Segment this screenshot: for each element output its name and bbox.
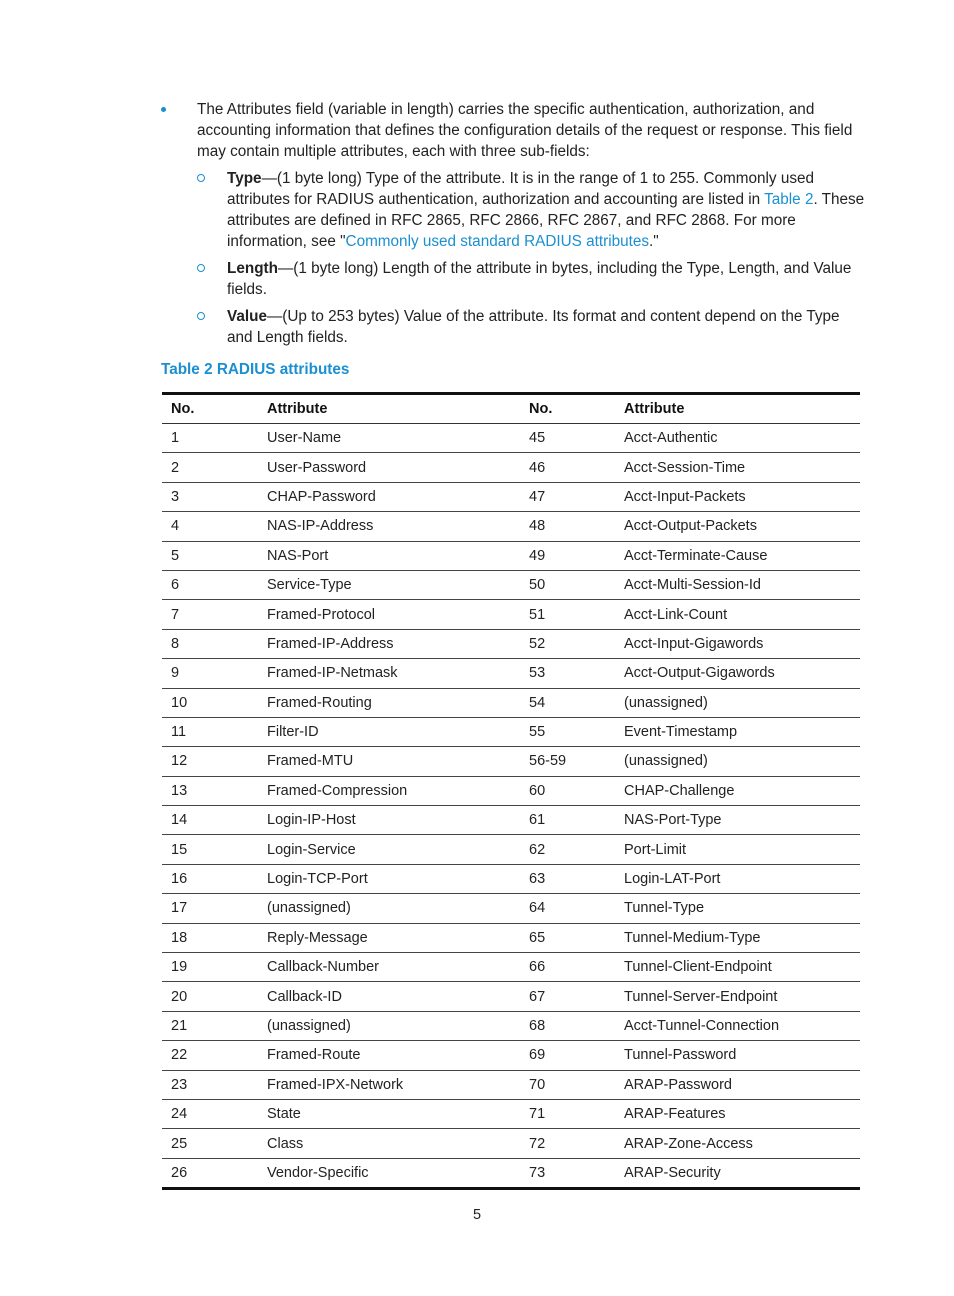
cell-attribute: Framed-Compression — [258, 776, 520, 805]
table-row — [162, 453, 860, 482]
table-header-row — [162, 394, 860, 424]
table-row — [162, 570, 860, 599]
link-table-2[interactable]: Table 2 — [764, 191, 814, 208]
cell-no: 1 — [162, 424, 258, 453]
cell-attribute-2: Event-Timestamp — [615, 717, 860, 746]
cell-attribute: Vendor-Specific — [267, 1164, 369, 1181]
cell-attribute-2: Acct-Link-Count — [615, 600, 860, 629]
header-attribute-2: Attribute — [615, 394, 860, 424]
cell-no: 11 — [162, 717, 258, 746]
table-row — [162, 776, 860, 805]
cell-no: 7 — [162, 600, 258, 629]
cell-no: 20 — [162, 982, 258, 1011]
circle-bullet-icon — [197, 264, 205, 272]
cell-attribute-2: Acct-Output-Gigawords — [615, 659, 860, 688]
table-row — [162, 629, 860, 658]
table-row — [162, 1070, 860, 1099]
cell-attribute-2: CHAP-Challenge — [615, 776, 860, 805]
cell-attribute-2: Port-Limit — [615, 835, 860, 864]
cell-no: 8 — [162, 629, 258, 658]
table-row — [162, 894, 860, 923]
cell-no-2: 55 — [520, 717, 615, 746]
cell-no-2: 61 — [520, 806, 615, 835]
table-row — [162, 541, 860, 570]
term-length: Length — [227, 260, 278, 277]
bullet-text: The Attributes field (variable in length) carries the specific authentication, authorization, and accounting information that defines the configuration details of the request or response. This field may contain multiple attributes, each with three sub-fields: — [197, 101, 853, 160]
cell-attribute-2: ARAP-Features — [615, 1099, 860, 1128]
cell-no-2: 70 — [520, 1070, 615, 1099]
table-row — [162, 923, 860, 952]
cell-attribute: Framed-IP-Address — [258, 629, 520, 658]
cell-attribute-2: (unassigned) — [615, 747, 860, 776]
cell-no: 24 — [162, 1099, 258, 1128]
table-row — [162, 864, 860, 893]
cell-no-2: 52 — [520, 629, 615, 658]
table-caption: Table 2 RADIUS attributes — [161, 361, 350, 378]
cell-attribute-2: Acct-Input-Packets — [615, 482, 860, 511]
cell-attribute-2: Tunnel-Server-Endpoint — [615, 982, 860, 1011]
cell-attribute: NAS-IP-Address — [258, 512, 520, 541]
cell-attribute: Service-Type — [258, 570, 520, 599]
cell-no: 16 — [162, 864, 258, 893]
cell-no: 23 — [162, 1070, 258, 1099]
table-row — [162, 482, 860, 511]
cell-no-2: 51 — [520, 600, 615, 629]
table-row — [162, 717, 860, 746]
cell-no: 12 — [162, 747, 258, 776]
link-common-attributes[interactable]: Commonly used standard RADIUS attributes — [345, 233, 650, 250]
cell-attribute-2: ARAP-Zone-Access — [615, 1129, 860, 1158]
table-body — [162, 424, 860, 1189]
cell-attribute-2: Tunnel-Type — [615, 894, 860, 923]
cell-no: 2 — [162, 453, 258, 482]
cell-no-2: 49 — [520, 541, 615, 570]
table-row — [162, 982, 860, 1011]
cell-attribute: (unassigned) — [258, 894, 520, 923]
cell-no-2: 53 — [520, 659, 615, 688]
cell-attribute-2: Acct-Output-Packets — [615, 512, 860, 541]
length-text: —(1 byte long) Length of the attribute in bytes, including the Type, Length, and Value fields. — [227, 260, 852, 298]
cell-attribute: Filter-ID — [258, 717, 520, 746]
table-row — [162, 512, 860, 541]
value-text: —(Up to 253 bytes) Value of the attribute. Its format and content depend on the Type and Length fields. — [227, 308, 840, 346]
cell-no-2: 68 — [520, 1011, 615, 1040]
cell-attribute-2: ARAP-Password — [615, 1070, 860, 1099]
cell-no: 15 — [162, 835, 258, 864]
cell-no: 6 — [162, 570, 258, 599]
cell-attribute: Login-TCP-Port — [258, 864, 520, 893]
cell-attribute: User-Password — [258, 453, 520, 482]
bullet-dot-icon — [161, 107, 166, 112]
cell-attribute: State — [258, 1099, 520, 1128]
cell-no: 4 — [162, 512, 258, 541]
table-row — [162, 1099, 860, 1128]
header-no: No. — [162, 394, 258, 424]
cell-attribute: Framed-IPX-Network — [258, 1070, 520, 1099]
cell-no: 22 — [162, 1041, 258, 1070]
cell-no-2: 73 — [529, 1164, 546, 1181]
table-row — [162, 424, 860, 453]
cell-no-2: 60 — [520, 776, 615, 805]
cell-attribute: Framed-Routing — [258, 688, 520, 717]
cell-attribute: Callback-Number — [258, 953, 520, 982]
cell-attribute: User-Name — [258, 424, 520, 453]
table-row — [162, 659, 860, 688]
cell-attribute-2: ARAP-Security — [624, 1164, 721, 1181]
table-row — [162, 1158, 860, 1188]
cell-attribute-2: Acct-Authentic — [615, 424, 860, 453]
table-row — [162, 747, 860, 776]
cell-attribute: Callback-ID — [258, 982, 520, 1011]
cell-no-2: 56-59 — [520, 747, 615, 776]
cell-attribute: Class — [258, 1129, 520, 1158]
cell-no: 18 — [162, 923, 258, 952]
cell-no-2: 66 — [520, 953, 615, 982]
cell-no-2: 67 — [520, 982, 615, 1011]
table-row — [162, 1041, 860, 1070]
cell-no-2: 72 — [520, 1129, 615, 1158]
cell-no: 19 — [162, 953, 258, 982]
table-row — [162, 953, 860, 982]
cell-no: 13 — [162, 776, 258, 805]
cell-attribute: Framed-Protocol — [258, 600, 520, 629]
bullet-list — [161, 99, 866, 354]
cell-attribute-2: Login-LAT-Port — [615, 864, 860, 893]
cell-attribute-2: NAS-Port-Type — [615, 806, 860, 835]
cell-no: 10 — [162, 688, 258, 717]
cell-no-2: 62 — [520, 835, 615, 864]
cell-attribute: Framed-Route — [258, 1041, 520, 1070]
term-type: Type — [227, 170, 262, 187]
cell-attribute: NAS-Port — [258, 541, 520, 570]
table-row — [162, 806, 860, 835]
header-no-2: No. — [520, 394, 615, 424]
circle-bullet-icon — [197, 312, 205, 320]
cell-attribute: Reply-Message — [258, 923, 520, 952]
cell-no-2: 71 — [520, 1099, 615, 1128]
cell-no-2: 46 — [520, 453, 615, 482]
cell-attribute-2: Acct-Session-Time — [615, 453, 860, 482]
cell-no: 26 — [171, 1164, 188, 1181]
cell-attribute-2: Acct-Multi-Session-Id — [615, 570, 860, 599]
cell-no-2: 50 — [520, 570, 615, 599]
bullet-item-attributes — [161, 99, 866, 348]
cell-no-2: 69 — [520, 1041, 615, 1070]
cell-attribute-2: (unassigned) — [615, 688, 860, 717]
cell-no: 25 — [162, 1129, 258, 1158]
cell-no-2: 54 — [520, 688, 615, 717]
term-value: Value — [227, 308, 267, 325]
cell-no-2: 47 — [520, 482, 615, 511]
circle-bullet-icon — [197, 174, 205, 182]
type-text-a: —(1 byte long) Type of the attribute. It is in the range of 1 to 255. Commonly used attributes for RADIUS authentication, authorization and accounting are listed in — [227, 170, 814, 208]
cell-attribute-2: Acct-Terminate-Cause — [615, 541, 860, 570]
cell-no-2: 63 — [520, 864, 615, 893]
table-row — [162, 1129, 860, 1158]
cell-no: 5 — [162, 541, 258, 570]
radius-attributes-table — [162, 392, 860, 1190]
sub-item-length — [197, 258, 866, 300]
cell-no-2: 64 — [520, 894, 615, 923]
cell-no: 17 — [162, 894, 258, 923]
cell-attribute: Framed-MTU — [258, 747, 520, 776]
cell-no: 14 — [162, 806, 258, 835]
sub-field-list — [197, 168, 866, 348]
table-row — [162, 1011, 860, 1040]
cell-attribute: Framed-IP-Netmask — [258, 659, 520, 688]
cell-no: 9 — [162, 659, 258, 688]
table-row — [162, 835, 860, 864]
cell-no-2: 48 — [520, 512, 615, 541]
cell-no-2: 45 — [520, 424, 615, 453]
cell-attribute: CHAP-Password — [258, 482, 520, 511]
cell-attribute-2: Acct-Tunnel-Connection — [615, 1011, 860, 1040]
cell-no: 3 — [162, 482, 258, 511]
table-row — [162, 600, 860, 629]
type-text-c: ." — [649, 233, 659, 250]
cell-attribute-2: Tunnel-Client-Endpoint — [615, 953, 860, 982]
table-row — [162, 688, 860, 717]
cell-attribute-2: Tunnel-Medium-Type — [615, 923, 860, 952]
cell-no-2: 65 — [520, 923, 615, 952]
header-attribute: Attribute — [258, 394, 520, 424]
cell-attribute: Login-Service — [258, 835, 520, 864]
type-text-b: . These attributes are defined in RFC 2865, RFC 2866, RFC 2867, and RFC 2868. For more information, see " — [227, 191, 865, 250]
cell-attribute: (unassigned) — [258, 1011, 520, 1040]
sub-item-type — [197, 168, 866, 252]
cell-attribute-2: Tunnel-Password — [615, 1041, 860, 1070]
cell-no: 21 — [162, 1011, 258, 1040]
cell-attribute-2: Acct-Input-Gigawords — [615, 629, 860, 658]
sub-item-value — [197, 306, 866, 348]
cell-attribute: Login-IP-Host — [258, 806, 520, 835]
page-number: 5 — [472, 1207, 482, 1223]
